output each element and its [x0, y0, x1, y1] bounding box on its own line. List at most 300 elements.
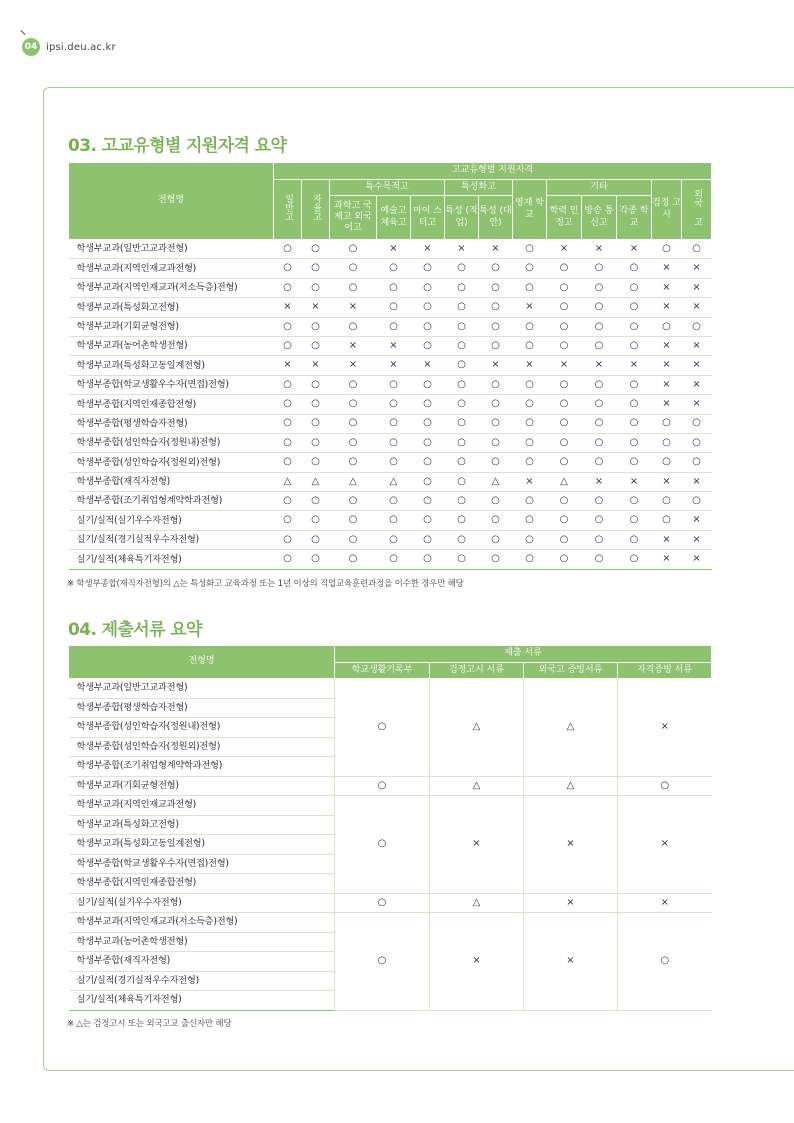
eligibility-mark: × [652, 530, 682, 549]
eligibility-mark: ○ [547, 492, 582, 511]
table-row [69, 395, 712, 414]
eligibility-mark: ○ [582, 453, 617, 472]
row-name: 학생부종합(조기취업형계약학과전형) [69, 757, 335, 777]
eligibility-mark: ○ [445, 317, 479, 336]
eligibility-mark: ○ [377, 433, 411, 452]
eligibility-mark: ○ [513, 530, 547, 549]
eligibility-mark: ○ [652, 511, 682, 530]
table-row [69, 356, 712, 375]
site-url: ipsi.deu.ac.kr [46, 41, 116, 53]
eligibility-mark: × [652, 298, 682, 317]
eligibility-mark: ○ [617, 492, 652, 511]
eligibility-mark: × [513, 356, 547, 375]
document-mark: × [430, 796, 524, 894]
eligibility-mark: ○ [547, 433, 582, 452]
eligibility-mark: × [274, 298, 302, 317]
eligibility-mark: ○ [274, 550, 302, 569]
eligibility-mark: ○ [479, 453, 513, 472]
eligibility-mark: ○ [302, 492, 330, 511]
eligibility-mark: ○ [547, 259, 582, 278]
eligibility-mark: ○ [513, 492, 547, 511]
eligibility-mark: ○ [513, 317, 547, 336]
eligibility-mark: ○ [445, 278, 479, 297]
eligibility-mark: × [682, 336, 712, 355]
eligibility-mark: × [682, 550, 712, 569]
row-name: 학생부종합(성인학습자(정원내)전형) [69, 433, 274, 452]
eligibility-mark: ○ [582, 375, 617, 394]
eligibility-mark: ○ [302, 240, 330, 259]
eligibility-mark: × [479, 356, 513, 375]
eligibility-mark: ○ [617, 336, 652, 355]
header-foreign: 외국 고 [682, 180, 712, 240]
eligibility-mark: ○ [582, 550, 617, 569]
eligibility-mark: ○ [302, 278, 330, 297]
eligibility-mark: ○ [582, 278, 617, 297]
eligibility-mark: ○ [682, 492, 712, 511]
eligibility-mark: × [377, 240, 411, 259]
eligibility-mark: ○ [411, 433, 445, 452]
header-special-purpose: 특수목적고 [330, 180, 445, 196]
header-spec-job: 특성 (직업) [445, 196, 479, 240]
eligibility-mark: ○ [302, 395, 330, 414]
eligibility-mark: ○ [582, 317, 617, 336]
eligibility-mark: × [652, 259, 682, 278]
eligibility-mark: ○ [479, 433, 513, 452]
eligibility-mark: × [445, 240, 479, 259]
header-general: 일반고 [274, 180, 302, 240]
document-mark: ○ [335, 776, 430, 796]
eligibility-mark: ○ [547, 414, 582, 433]
table-row [69, 796, 712, 816]
eligibility-mark: ○ [411, 375, 445, 394]
eligibility-mark: ○ [411, 453, 445, 472]
document-mark: ○ [618, 776, 712, 796]
table-row [69, 453, 712, 472]
docs-header-record: 학교생활기록부 [335, 663, 430, 679]
row-name: 학생부교과(지역인재교과전형) [69, 259, 274, 278]
header-type: 전형명 [69, 163, 274, 240]
table-row [69, 433, 712, 452]
eligibility-mark: ○ [411, 278, 445, 297]
eligibility-mark: ○ [445, 395, 479, 414]
eligibility-mark: ○ [330, 530, 377, 549]
eligibility-mark: ○ [652, 453, 682, 472]
row-name: 실기/실적(실기우수자전형) [69, 893, 335, 913]
eligibility-mark: ○ [411, 472, 445, 491]
row-name: 학생부교과(농어촌학생전형) [69, 336, 274, 355]
eligibility-mark: ○ [445, 511, 479, 530]
eligibility-mark: ○ [479, 530, 513, 549]
eligibility-mark: ○ [445, 356, 479, 375]
document-mark: × [430, 913, 524, 1011]
table-row [69, 550, 712, 569]
eligibility-mark: ○ [479, 492, 513, 511]
eligibility-mark: ○ [479, 414, 513, 433]
eligibility-mark: ○ [582, 433, 617, 452]
eligibility-mark: ○ [582, 259, 617, 278]
eligibility-mark: × [682, 356, 712, 375]
row-name: 학생부종합(성인학습자(정원내)전형) [69, 718, 335, 738]
eligibility-mark: ○ [652, 492, 682, 511]
eligibility-mark: ○ [274, 453, 302, 472]
eligibility-mark: ○ [411, 492, 445, 511]
header-sp-arts: 예술고 체육고 [377, 196, 411, 240]
eligibility-mark: ○ [377, 453, 411, 472]
eligibility-mark: × [617, 472, 652, 491]
docs-header-group: 제출 서류 [335, 646, 712, 663]
eligibility-mark: ○ [513, 259, 547, 278]
eligibility-mark: △ [479, 472, 513, 491]
eligibility-mark: ○ [445, 375, 479, 394]
eligibility-mark: ○ [302, 414, 330, 433]
eligibility-mark: ○ [302, 317, 330, 336]
document-mark: × [524, 796, 618, 894]
table-row [69, 472, 712, 491]
eligibility-mark: × [479, 240, 513, 259]
eligibility-mark: ○ [513, 395, 547, 414]
row-name: 학생부종합(재직자전형) [69, 952, 335, 972]
eligibility-mark: × [547, 240, 582, 259]
eligibility-mark: ○ [479, 317, 513, 336]
row-name: 학생부종합(성인학습자(정원외)전형) [69, 453, 274, 472]
eligibility-mark: ○ [582, 336, 617, 355]
page-number: 04 [22, 38, 40, 56]
table-row [69, 511, 712, 530]
eligibility-mark: ○ [682, 240, 712, 259]
eligibility-mark: × [652, 278, 682, 297]
eligibility-mark: ○ [547, 511, 582, 530]
row-name: 학생부교과(특성화고동일계전형) [69, 835, 335, 855]
eligibility-note: ※ 학생부종합(재직자전형)의 △는 특성화고 교육과정 또는 1년 이상의 직업교육훈련과정을 이수한 경우만 해당 [67, 579, 464, 589]
header-other-misc: 각종 학교 [617, 196, 652, 240]
header-sp-science: 과학고 국제고 외국어고 [330, 196, 377, 240]
row-name: 학생부종합(조기취업형계약학과전형) [69, 492, 274, 511]
eligibility-mark: × [617, 240, 652, 259]
table-row [69, 317, 712, 336]
eligibility-mark: ○ [377, 414, 411, 433]
eligibility-mark: ○ [479, 278, 513, 297]
eligibility-mark: × [411, 356, 445, 375]
eligibility-mark: × [682, 375, 712, 394]
eligibility-mark: △ [302, 472, 330, 491]
eligibility-mark: ○ [411, 259, 445, 278]
eligibility-mark: ○ [377, 317, 411, 336]
eligibility-mark: ○ [274, 278, 302, 297]
row-name: 학생부교과(지역인재교과(저소득층)전형) [69, 913, 335, 933]
eligibility-mark: ○ [682, 414, 712, 433]
eligibility-mark: ○ [445, 550, 479, 569]
docs-header-ged: 검정고시 서류 [430, 663, 524, 679]
eligibility-mark: △ [274, 472, 302, 491]
document-mark: ○ [335, 913, 430, 1011]
eligibility-mark: ○ [513, 453, 547, 472]
eligibility-mark: ○ [274, 317, 302, 336]
eligibility-mark: × [652, 336, 682, 355]
eligibility-mark: ○ [547, 530, 582, 549]
row-name: 학생부종합(평생학습자전형) [69, 414, 274, 433]
eligibility-mark: × [682, 259, 712, 278]
eligibility-mark: × [682, 530, 712, 549]
eligibility-mark: ○ [582, 395, 617, 414]
eligibility-mark: ○ [547, 317, 582, 336]
eligibility-mark: ○ [274, 492, 302, 511]
table-row [69, 913, 712, 933]
eligibility-mark: × [274, 356, 302, 375]
eligibility-mark: ○ [445, 453, 479, 472]
eligibility-mark: ○ [617, 550, 652, 569]
eligibility-mark: × [682, 278, 712, 297]
table-row [69, 530, 712, 549]
eligibility-mark: ○ [330, 240, 377, 259]
eligibility-mark: × [582, 240, 617, 259]
eligibility-mark: ○ [479, 511, 513, 530]
document-mark: × [524, 913, 618, 1011]
eligibility-mark: × [617, 356, 652, 375]
section-title-documents: 04. 제출서류 요약 [68, 620, 202, 640]
eligibility-mark: ○ [411, 395, 445, 414]
eligibility-mark: ○ [377, 550, 411, 569]
eligibility-mark: ○ [377, 259, 411, 278]
eligibility-mark: ○ [479, 375, 513, 394]
row-name: 학생부교과(일반고교과전형) [69, 240, 274, 259]
eligibility-mark: ○ [274, 395, 302, 414]
eligibility-mark: ○ [274, 336, 302, 355]
eligibility-mark: ○ [582, 414, 617, 433]
eligibility-mark: ○ [302, 453, 330, 472]
eligibility-table [68, 162, 712, 570]
eligibility-mark: ○ [617, 433, 652, 452]
eligibility-mark: ○ [330, 511, 377, 530]
header-other-broadcast: 방송 통신고 [582, 196, 617, 240]
eligibility-mark: ○ [617, 375, 652, 394]
eligibility-mark: × [330, 298, 377, 317]
eligibility-mark: ○ [513, 240, 547, 259]
row-name: 학생부종합(재직자전형) [69, 472, 274, 491]
eligibility-mark: ○ [479, 336, 513, 355]
eligibility-mark: ○ [411, 298, 445, 317]
eligibility-mark: ○ [513, 550, 547, 569]
eligibility-mark: × [411, 240, 445, 259]
eligibility-mark: ○ [445, 336, 479, 355]
eligibility-mark: × [682, 395, 712, 414]
eligibility-mark: × [582, 472, 617, 491]
eligibility-mark: × [377, 356, 411, 375]
eligibility-mark: ○ [479, 298, 513, 317]
eligibility-mark: ○ [330, 433, 377, 452]
document-mark: ○ [335, 679, 430, 777]
eligibility-mark: ○ [302, 433, 330, 452]
eligibility-mark: × [652, 375, 682, 394]
eligibility-mark: ○ [682, 317, 712, 336]
table-row [69, 679, 712, 699]
eligibility-mark: ○ [302, 530, 330, 549]
eligibility-mark: ○ [547, 395, 582, 414]
table-row [69, 492, 712, 511]
eligibility-mark: ○ [682, 453, 712, 472]
row-name: 학생부교과(농어촌학생전형) [69, 932, 335, 952]
document-mark: × [524, 893, 618, 913]
eligibility-mark: ○ [445, 259, 479, 278]
eligibility-mark: ○ [617, 511, 652, 530]
eligibility-mark: ○ [302, 550, 330, 569]
eligibility-mark: ○ [479, 259, 513, 278]
document-mark: ○ [335, 796, 430, 894]
eligibility-mark: ○ [617, 278, 652, 297]
row-name: 학생부종합(지역인재종합전형) [69, 874, 335, 894]
eligibility-mark: ○ [274, 433, 302, 452]
documents-note: ※ △는 검정고시 또는 외국고교 출신자만 해당 [67, 1019, 232, 1029]
eligibility-mark: ○ [445, 298, 479, 317]
eligibility-mark: ○ [479, 550, 513, 569]
header-specialized: 특성화고 [445, 180, 513, 196]
eligibility-mark: ○ [445, 414, 479, 433]
header-spec-alt: 특성 (대안) [479, 196, 513, 240]
eligibility-mark: ○ [302, 336, 330, 355]
row-name: 학생부종합(학교생활우수자(면접)전형) [69, 854, 335, 874]
eligibility-mark: ○ [547, 336, 582, 355]
eligibility-mark: △ [547, 472, 582, 491]
eligibility-mark: △ [377, 472, 411, 491]
docs-header-foreign: 외국고 증빙서류 [524, 663, 618, 679]
eligibility-mark: × [513, 298, 547, 317]
eligibility-mark: × [302, 356, 330, 375]
eligibility-mark: ○ [411, 336, 445, 355]
row-name: 학생부종합(학교생활우수자(면접)전형) [69, 375, 274, 394]
row-name: 학생부교과(특성화고동일계전형) [69, 356, 274, 375]
document-mark: × [618, 893, 712, 913]
eligibility-mark: × [682, 472, 712, 491]
row-name: 실기/실적(체육특기자전형) [69, 991, 335, 1011]
eligibility-mark: ○ [547, 298, 582, 317]
eligibility-mark: × [547, 356, 582, 375]
row-name: 학생부종합(평생학습자전형) [69, 698, 335, 718]
docs-header-qual: 자격증빙 서류 [618, 663, 712, 679]
document-mark: △ [430, 679, 524, 777]
eligibility-mark: ○ [513, 278, 547, 297]
eligibility-mark: ○ [330, 375, 377, 394]
header-ged: 검정 고시 [652, 180, 682, 240]
eligibility-mark: ○ [330, 259, 377, 278]
row-name: 학생부교과(특성화고전형) [69, 815, 335, 835]
header-sp-meister: 마이 스터고 [411, 196, 445, 240]
eligibility-mark: △ [330, 472, 377, 491]
eligibility-mark: ○ [411, 530, 445, 549]
eligibility-mark: × [652, 550, 682, 569]
eligibility-mark: ○ [582, 530, 617, 549]
eligibility-mark: ○ [274, 240, 302, 259]
eligibility-mark: ○ [274, 375, 302, 394]
eligibility-mark: ○ [513, 511, 547, 530]
eligibility-mark: ○ [582, 511, 617, 530]
eligibility-mark: ○ [302, 375, 330, 394]
eligibility-mark: ○ [547, 453, 582, 472]
eligibility-mark: ○ [445, 492, 479, 511]
eligibility-mark: × [302, 298, 330, 317]
row-name: 학생부교과(기회균형전형) [69, 317, 274, 336]
row-name: 학생부교과(지역인재교과전형) [69, 796, 335, 816]
eligibility-mark: ○ [411, 414, 445, 433]
eligibility-mark: ○ [547, 550, 582, 569]
eligibility-mark: ○ [377, 530, 411, 549]
eligibility-mark: ○ [411, 511, 445, 530]
eligibility-mark: ○ [513, 336, 547, 355]
eligibility-mark: × [330, 336, 377, 355]
eligibility-mark: ○ [411, 317, 445, 336]
eligibility-mark: ○ [330, 317, 377, 336]
eligibility-mark: ○ [582, 298, 617, 317]
eligibility-mark: × [682, 511, 712, 530]
row-name: 학생부교과(기회균형전형) [69, 776, 335, 796]
eligibility-mark: ○ [682, 433, 712, 452]
page-header [22, 38, 116, 56]
document-mark: × [618, 796, 712, 894]
eligibility-mark: ○ [274, 511, 302, 530]
eligibility-mark: ○ [330, 453, 377, 472]
table-row [69, 336, 712, 355]
table-row [69, 298, 712, 317]
eligibility-mark: ○ [377, 395, 411, 414]
eligibility-mark: ○ [617, 298, 652, 317]
eligibility-mark: ○ [513, 375, 547, 394]
eligibility-mark: ○ [377, 492, 411, 511]
eligibility-mark: ○ [377, 278, 411, 297]
eligibility-mark: × [652, 356, 682, 375]
header-eligibility-group: 고교유형별 지원자격 [274, 163, 712, 180]
eligibility-mark: × [377, 336, 411, 355]
table-row [69, 414, 712, 433]
eligibility-mark: ○ [330, 395, 377, 414]
row-name: 학생부교과(일반고교과전형) [69, 679, 335, 699]
eligibility-mark: ○ [617, 414, 652, 433]
eligibility-mark: ○ [617, 259, 652, 278]
row-name: 학생부교과(특성화고전형) [69, 298, 274, 317]
document-mark: △ [430, 776, 524, 796]
eligibility-mark: × [682, 298, 712, 317]
eligibility-mark: ○ [652, 317, 682, 336]
eligibility-mark: ○ [274, 259, 302, 278]
row-name: 실기/실적(경기실적우수자전형) [69, 971, 335, 991]
row-name: 실기/실적(실기우수자전형) [69, 511, 274, 530]
eligibility-mark: ○ [377, 298, 411, 317]
document-mark: △ [430, 893, 524, 913]
documents-table [68, 645, 712, 1011]
eligibility-mark: ○ [479, 395, 513, 414]
eligibility-mark: ○ [617, 317, 652, 336]
table-row [69, 893, 712, 913]
eligibility-mark: × [330, 356, 377, 375]
eligibility-mark: ○ [652, 240, 682, 259]
eligibility-mark: ○ [411, 550, 445, 569]
header-other-cert: 학력 인정고 [547, 196, 582, 240]
eligibility-mark: ○ [652, 433, 682, 452]
eligibility-mark: ○ [547, 375, 582, 394]
table-row [69, 278, 712, 297]
eligibility-mark: × [652, 472, 682, 491]
eligibility-mark: ○ [445, 530, 479, 549]
table-row [69, 776, 712, 796]
eligibility-mark: ○ [513, 433, 547, 452]
document-mark: ○ [618, 913, 712, 1011]
eligibility-mark: ○ [330, 278, 377, 297]
eligibility-mark: ○ [617, 453, 652, 472]
header-autonomous: 자율고 [302, 180, 330, 240]
eligibility-mark: ○ [617, 395, 652, 414]
eligibility-mark: ○ [302, 511, 330, 530]
eligibility-mark: ○ [330, 550, 377, 569]
document-mark: ○ [335, 893, 430, 913]
document-mark: △ [524, 679, 618, 777]
section-title-eligibility: 03. 고교유형별 지원자격 요약 [68, 136, 287, 156]
